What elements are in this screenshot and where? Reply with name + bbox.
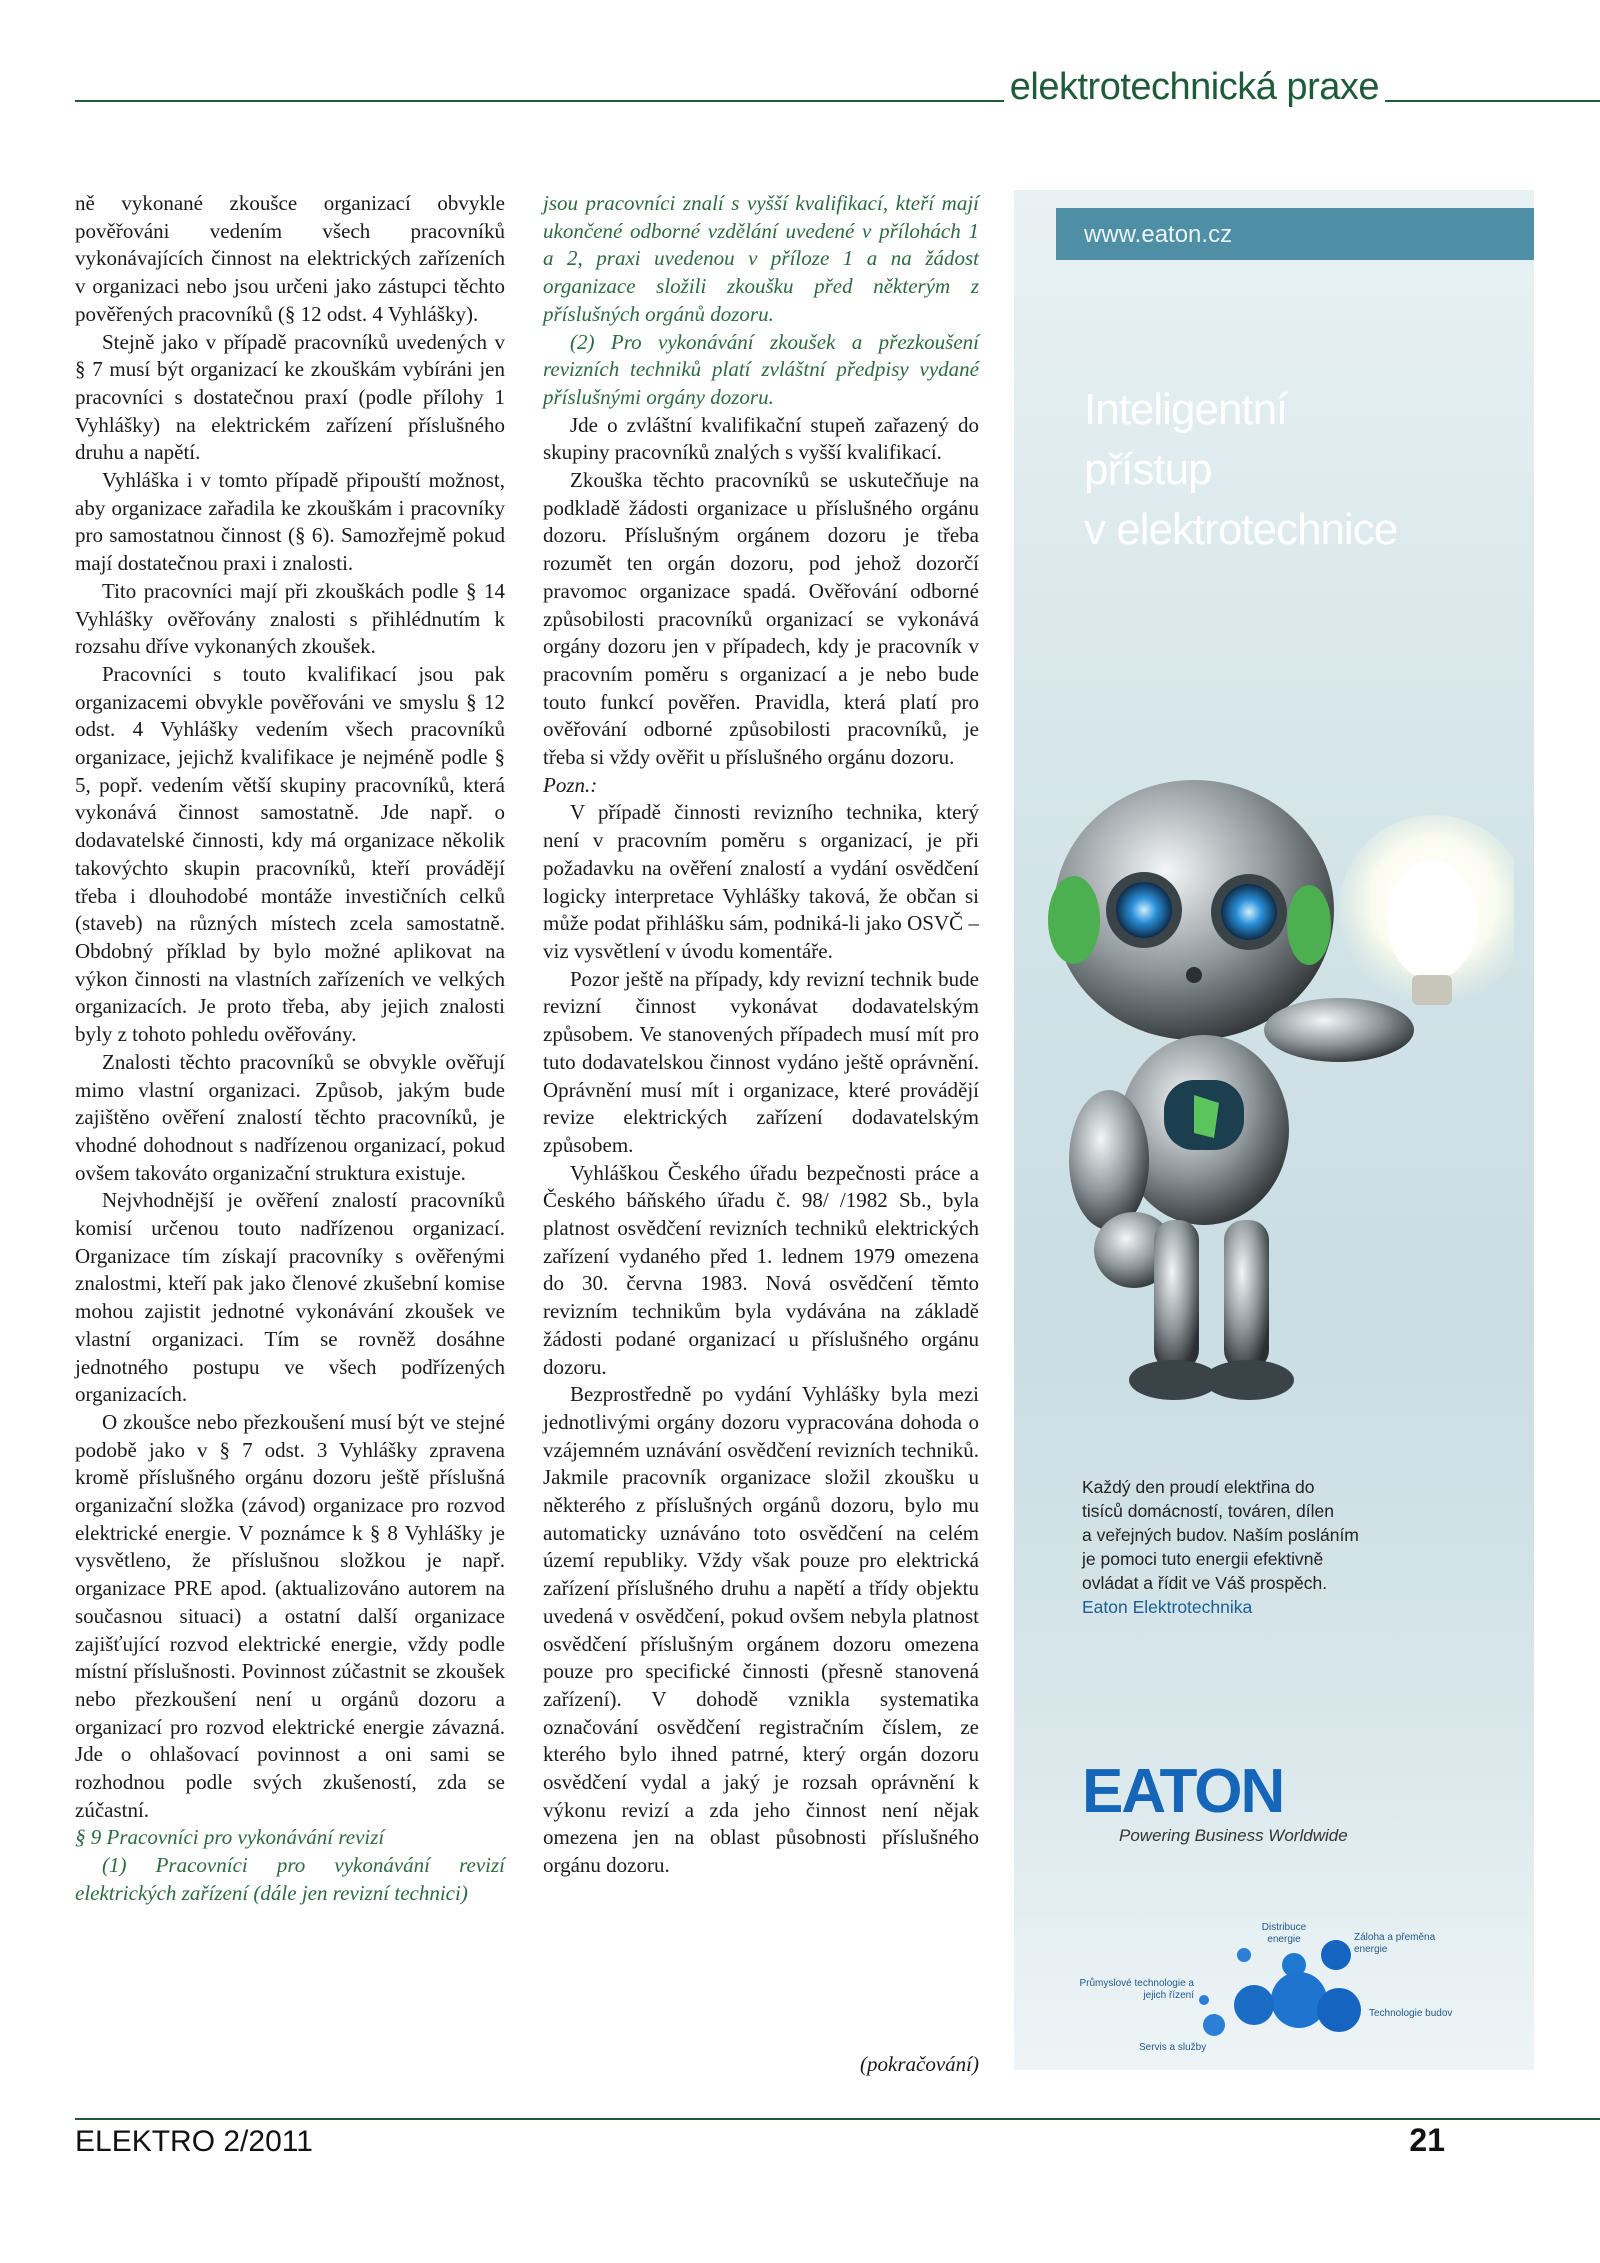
paragraph: (2) Pro vykonávání zkoušek a přezkoušení revizních techniků platí zvláštní předpisy vydané příslušnými orgány dozoru. [543,329,979,409]
paragraph: jsou pracovníci znalí s vyšší kvalifikací, kteří mají ukončené odborné vzdělání uvedené v přílohách 1 a 2, praxi uvedenou v příloze 1 a na žádost organizace složili zkoušku před některým z příslušných orgánů dozoru. [543,191,979,326]
ad-headline-line: v elektrotechnice [1084,505,1398,554]
bubble-label-buildings: Technologie budov [1369,2008,1453,2019]
bubble [1237,1948,1251,1962]
paragraph: Zkouška těchto pracovníků se uskutečňuje na podkladě žádosti organizace u příslušného orgánu dozoru. Příslušným orgánem dozoru je třeba rozumět ten orgán dozoru, pod jehož dozorčí pravomoc organizace spadá. Ověřování odborné způsobilosti pracovníků organizací se vykonává orgány dozoru jen v případech, kdy je pracovník v pracovním poměru s organizací a je nebo bude touto funkcí pověřen. Pravidla, která platí pro ověřování odborné způsobilosti pracovníků, je třeba si vždy ověřit u příslušného orgánu dozoru. [543,468,979,770]
ad-copy-line: a veřejných budov. Naším posláním [1082,1525,1359,1545]
text-column-middle [543,190,979,1880]
paragraph: Pozn.: [543,772,598,797]
text-column-left [75,190,505,1908]
paragraph: Pracovníci s touto kvalifikací jsou pak organizacemi obvykle pověřováni ve smyslu § 12 odst. 4 Vyhlášky vedením všech pracovníků organizace, jejichž kvalifikace je nejméně podle § 5, popř. vedením větší skupiny pracovníků, která vykonává činnost samostatně. Jde např. o dodavatelské činnosti, kdy má organizace několik takovýchto skupin pracovníků, kteří provádějí třeba i dlouhodobé montáže investičních celků (staveb) na různých místech zcela samostatně. Obdobný příklad by bylo možné aplikovat na výkon činnosti na vlastních zařízeních ve velkých organizacích. Je proto třeba, aby jejich znalosti byly z tohoto pohledu ověřovány. [75,661,505,1047]
footer-rule [75,2118,1600,2120]
paragraph: Nejvhodnější je ověření znalostí pracovníků komisí určenou touto nadřízenou organizací. Organizace tím získají pracovníky s ověřenými znalostmi, kteří pak jako členové zkušební komise mohou zajistit jednotné vykonávání zkoušek ve vlastní organizaci. Tím se rovněž dosáhne jednotného postupu ve všech podřízených organizacích. [75,1188,505,1407]
paragraph: § 9 Pracovníci pro vykonávání revizí [75,1825,385,1850]
ad-url[interactable]: www.eaton.cz [1084,221,1233,248]
paragraph: ně vykonané zkoušce organizací obvykle pověřováni vedením všech pracovníků vykonávajících činnost na elektrických zařízeních v organizaci nebo jsou určeni jako zástupci těchto pověřených pracovníků (§ 12 odst. 4 Vyhlášky). [75,191,505,326]
ad-company: Eaton Elektrotechnika [1082,1597,1253,1617]
ad-copy [1082,1475,1502,1619]
paragraph: Jde o zvláštní kvalifikační stupeň zařazený do skupiny pracovníků znalých s vyšší kvalifikací. [543,412,979,465]
paragraph: (1) Pracovníci pro vykonávání revizí elektrických zařízení (dále jen revizní technici) [75,1853,505,1905]
bubble-label-service: Servis a služby [1139,2042,1207,2053]
paragraph: V případě činnosti revizního technika, který není v pracovním poměru s organizací, je při požadavku na ověření znalostí a vydání osvědčení logicky interpretace Vyhlášky taková, že občan si může podat přihlášku sám, podniká-li jako OSVČ – viz vysvětlení v úvodu komentáře. [543,800,979,963]
ad-headline-line: Inteligentní [1084,385,1288,434]
eaton-tagline: Powering Business Worldwide [1119,1826,1348,1845]
bubble [1271,1972,1327,2028]
eaton-logo [1082,1760,1382,1820]
paragraph: Vyhláškou Českého úřadu bezpečnosti práce a Českého báňského úřadu č. 98/ /1982 Sb., byla platnost osvědčení revizních techniků elektrických zařízení vydaného před 1. lednem 1979 omezena do 30. června 1983. Nová osvědčení těmto revizním technikům byla vydávána na základě žádosti podané organizací u příslušného orgánu dozoru. [543,1160,979,1379]
continued-note: (pokračování) [860,2052,979,2076]
section-title: elektrotechnická praxe [1004,66,1385,109]
magazine-issue: ELEKTRO 2/2011 [75,2125,313,2158]
ad-headline [1084,380,1504,560]
paragraph: O zkoušce nebo přezkoušení musí být ve stejné podobě jako v § 7 odst. 3 Vyhlášky zpravena kromě příslušného orgánu dozoru ještě příslušná organizační složka (závod) organizace pro rozvod elektrické energie. V poznámce k § 8 Vyhlášky je vysvětleno, že příslušnou složkou je např. organizace PRE apod. (aktualizováno autorem na současnou situaci) a ostatní další organizace zajišťující rozvod elektrické energie, vždy podle místní příslušnosti. Povinnost zúčastnit se zkoušek nebo přezkoušení není u orgánů dozoru a organizací pro rozvod elektrické energie závazná. Jde o ohlašovací povinnost a oni sami se rozhodnou podle svých zkušeností, zda se zúčastní. [75,1409,505,1822]
bubble-label-backup: Záloha a přeměna energie [1354,1932,1436,1955]
eaton-logo-text: EATON [1082,1760,1284,1820]
bubble [1234,1985,1274,2025]
paragraph: Vyhláška i v tomto případě připouští možnost, aby organizace zařadila ke zkouškám i pracovníky pro samostatnou činnost (§ 6). Samozřejmě pokud mají dostatečnou praxi i znalosti. [75,468,505,576]
ad-copy-line: je pomoci tuto energii efektivně [1082,1549,1324,1569]
robot-illustration [1034,750,1514,1470]
bubble [1317,1988,1361,2032]
paragraph: Pozor ještě na případy, kdy revizní technik bude revizní činnost vykonávat dodavatelským způsobem. Ve stanovených případech musí mít pro tuto dodavatelskou činnost vydáno ještě oprávnění. Oprávnění musí mít i organizace, které provádějí revize elektrických zařízení dodavatelským způsobem. [543,966,979,1157]
bubble-label-industrial: Průmyslové technologie a jejich řízení [1079,1978,1194,2001]
ad-headline-line: přístup [1084,445,1212,494]
paragraph: Znalosti těchto pracovníků se obvykle ověřují mimo vlastní organizaci. Způsob, jakým bude zajištěno ověření znalostí těchto pracovníků, je vhodné dohodnout s nadřízenou organizací, pokud ovšem takováto organizační struktura existuje. [75,1049,505,1185]
bubble [1199,1995,1209,2005]
page-number: 21 [1409,2122,1445,2158]
bubble [1321,1940,1351,1970]
eaton-advertisement [1014,190,1534,2070]
paragraph: Bezprostředně po vydání Vyhlášky byla mezi jednotlivými orgány dozoru vypracována dohoda o vzájemném uznávání osvědčení revizních techniků. Jakmile pracovník organizace složil zkoušku u některého z příslušných orgánů dozoru, bylo mu automaticky uznáváno toto osvědčení na celém území republiky. Vždy však pouze pro elektrická zařízení příslušného druhu a napětí a třídy objektu uvedená v osvědčení, pokud ovšem nebyla platnost osvědčení příslušným orgánem dozoru omezena pouze pro specifické činnosti (přesně stanovená zařízení). V dohodě vznikla systematika označování osvědčení registračním číslem, ze kterého bylo ihned patrné, který orgán dozoru osvědčení vydal a jaký je rozsah oprávnění k výkonu revizí a zda jeho činnost není nějak omezena jen na oblast působnosti příslušného orgánu dozoru. [543,1382,979,1878]
bubble-label-distribution: Distribuce energie [1261,1922,1307,1945]
service-bubbles-diagram [1054,1910,1514,2070]
bubble [1203,2014,1225,2036]
ad-copy-line: Každý den proudí elektřina do [1082,1477,1315,1497]
ad-copy-line: ovládat a řídit ve Váš prospěch. [1082,1573,1328,1593]
paragraph: Tito pracovníci mají při zkouškách podle § 14 Vyhlášky ověřovány znalosti s přihlédnutím k rozsahu dříve vykonaných zkoušek. [75,578,505,659]
paragraph: Stejně jako v případě pracovníků uvedených v § 7 musí být organizací ke zkouškám vybíráni jen pracovníci s dostatečnou praxí (podle přílohy 1 Vyhlášky) na elektrickém zařízení příslušného druhu a napětí. [75,329,505,465]
ad-copy-line: tisíců domácností, továren, dílen [1082,1501,1334,1521]
